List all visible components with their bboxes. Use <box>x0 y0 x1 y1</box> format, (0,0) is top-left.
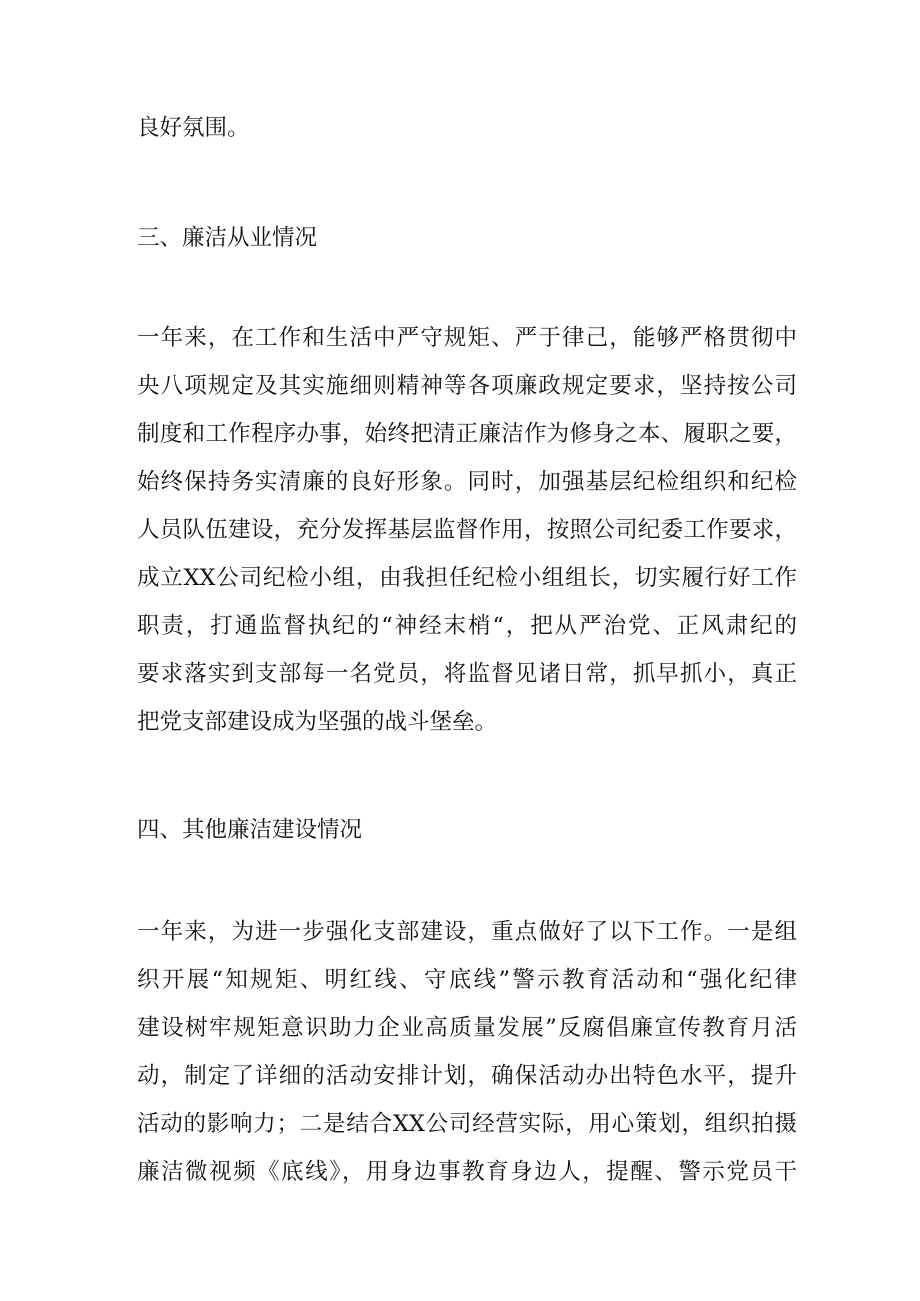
section-4-heading: 四、其他廉洁建设情况 <box>137 817 363 843</box>
paragraph-line: 成立XX公司纪检小组，由我担任纪检小组组长，切实履行好工作 <box>137 565 797 591</box>
paragraph-line: 把党支部建设成为坚强的战斗堡垒。 <box>137 709 498 735</box>
paragraph-line: 活动的影响力；二是结合XX公司经营实际，用心策划，组织拍摄 <box>137 1111 797 1137</box>
section-3-heading: 三、廉洁从业情况 <box>137 225 318 251</box>
continuation-line: 良好氛围。 <box>137 115 250 141</box>
paragraph-line: 廉洁微视频《底线》，用身边事教育身边人，提醒、警示党员干 <box>137 1159 797 1185</box>
paragraph-line: 央八项规定及其实施细则精神等各项廉政规定要求，坚持按公司 <box>137 373 797 399</box>
paragraph-line: 制度和工作程序办事，始终把清正廉洁作为修身之本、履职之要， <box>137 421 797 447</box>
paragraph-line: 职责，打通监督执纪的“神经末梢“，把从严治党、正风肃纪的 <box>137 613 797 639</box>
paragraph-line: 建设树牢规矩意识助力企业高质量发展”反腐倡廉宣传教育月活 <box>137 1015 797 1041</box>
paragraph-line: 织开展“知规矩、明红线、守底线”警示教育活动和“强化纪律 <box>137 967 797 993</box>
paragraph-line: 一年来，为进一步强化支部建设，重点做好了以下工作。一是组 <box>137 919 797 945</box>
paragraph-line: 动，制定了详细的活动安排计划，确保活动办出特色水平，提升 <box>137 1063 797 1089</box>
paragraph-line: 要求落实到支部每一名党员，将监督见诸日常，抓早抓小，真正 <box>137 661 797 687</box>
paragraph-line: 一年来，在工作和生活中严守规矩、严于律己，能够严格贯彻中 <box>137 325 797 351</box>
paragraph-line: 人员队伍建设，充分发挥基层监督作用，按照公司纪委工作要求， <box>137 517 797 543</box>
paragraph-line: 始终保持务实清廉的良好形象。同时，加强基层纪检组织和纪检 <box>137 469 797 495</box>
